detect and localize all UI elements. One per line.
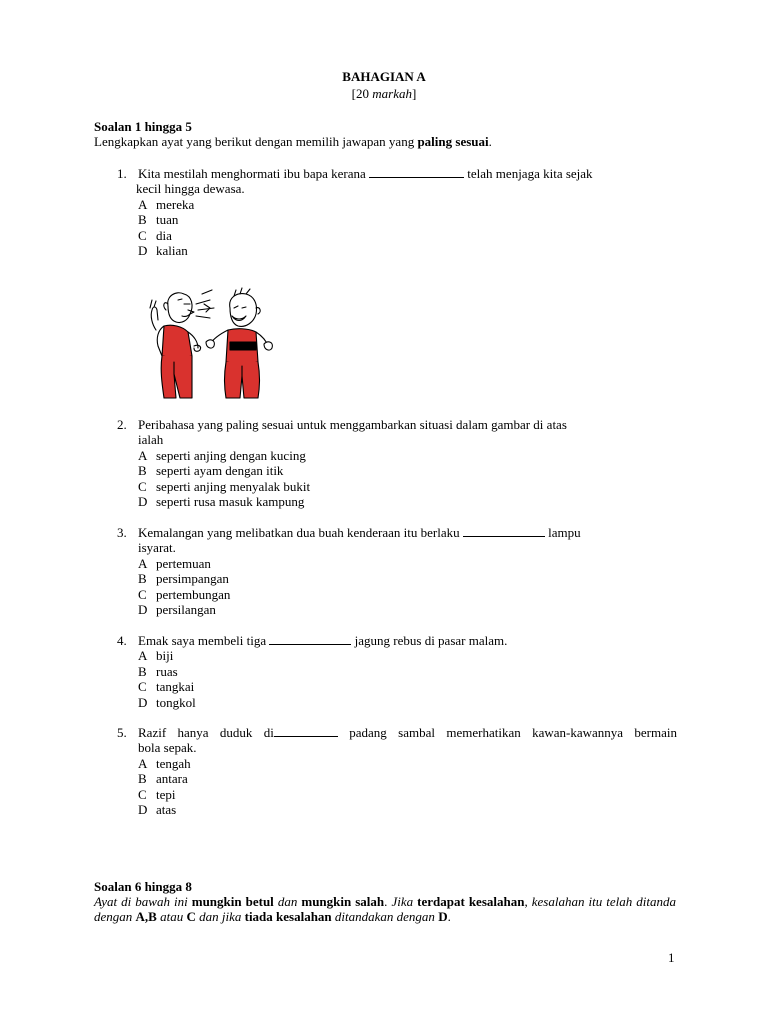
question-text-line2: bola sepak. xyxy=(138,740,197,756)
question-text: Emak saya membeli tiga jagung rebus di pasar malam. xyxy=(138,633,508,648)
option-a: A tengah xyxy=(138,755,191,771)
question-text: Kemalangan yang melibatkan dua buah kenderaan itu berlaku lampu xyxy=(138,525,581,540)
question-1 xyxy=(117,166,677,258)
option-a: A mereka xyxy=(138,196,195,212)
question-number: 4. xyxy=(117,633,127,648)
question-2 xyxy=(117,417,677,509)
question-text-line2: ialah xyxy=(138,432,164,448)
option-b: B tuan xyxy=(138,212,179,228)
option-d: D tongkol xyxy=(138,694,196,710)
question-text-line2: isyarat. xyxy=(138,540,176,556)
options-list xyxy=(138,756,677,818)
option-c: C tangkai xyxy=(138,679,195,695)
option-c: C tepi xyxy=(138,786,176,802)
question-text: Kita mestilah menghormati ibu bapa kerana telah menjaga kita sejak xyxy=(138,166,593,181)
option-d: D atas xyxy=(138,802,177,818)
question-text: Peribahasa yang paling sesuai untuk menggambarkan situasi dalam gambar di atas xyxy=(138,417,567,432)
option-a: A biji xyxy=(138,648,174,664)
options-list xyxy=(138,556,677,618)
question-4 xyxy=(117,633,677,710)
answer-blank xyxy=(274,725,338,737)
arguing-men-illustration xyxy=(138,286,280,402)
section-heading: BAHAGIAN A xyxy=(342,69,426,84)
question-number: 2. xyxy=(117,417,127,432)
option-a: A seperti anjing dengan kucing xyxy=(138,447,306,463)
section2-title: Soalan 6 hingga 8 xyxy=(94,879,192,894)
option-d: D kalian xyxy=(138,243,188,259)
options-list xyxy=(138,648,677,710)
option-c: C seperti anjing menyalak bukit xyxy=(138,478,311,494)
options-list xyxy=(138,197,677,259)
question-number: 5. xyxy=(117,725,127,740)
option-d: D persilangan xyxy=(138,602,216,618)
section2-instruction: Ayat di bawah ini mungkin betul dan mungkin salah. Jika terdapat kesalahan, kesalahan itu telah ditanda dengan A,B atau C dan jika tiada kesalahan ditandakan dengan D. xyxy=(94,894,676,925)
answer-blank xyxy=(463,525,545,537)
answer-blank xyxy=(269,633,351,645)
page-number: 1 xyxy=(668,950,675,965)
question-number: 3. xyxy=(117,525,127,540)
option-c: C dia xyxy=(138,227,172,243)
section1-title: Soalan 1 hingga 5 xyxy=(94,119,192,134)
option-c: C pertembungan xyxy=(138,586,231,602)
answer-blank xyxy=(369,166,464,178)
option-d: D seperti rusa masuk kampung xyxy=(138,494,305,510)
question-text: Razif hanya duduk di padang sambal memerhatikan kawan-kawannya bermain xyxy=(138,725,677,740)
marks-label: [20 markah] xyxy=(351,86,417,101)
option-b: B ruas xyxy=(138,663,178,679)
question-text-line2: kecil hingga dewasa. xyxy=(136,181,245,197)
option-b: B antara xyxy=(138,771,188,787)
option-b: B persimpangan xyxy=(138,571,229,587)
question-3 xyxy=(117,525,677,617)
options-list xyxy=(138,448,677,510)
question-5 xyxy=(117,725,677,817)
question-number: 1. xyxy=(117,166,127,181)
option-a: A pertemuan xyxy=(138,555,211,571)
option-b: B seperti ayam dengan itik xyxy=(138,463,284,479)
section1-instruction: Lengkapkan ayat yang berikut dengan memilih jawapan yang paling sesuai. xyxy=(94,134,492,149)
